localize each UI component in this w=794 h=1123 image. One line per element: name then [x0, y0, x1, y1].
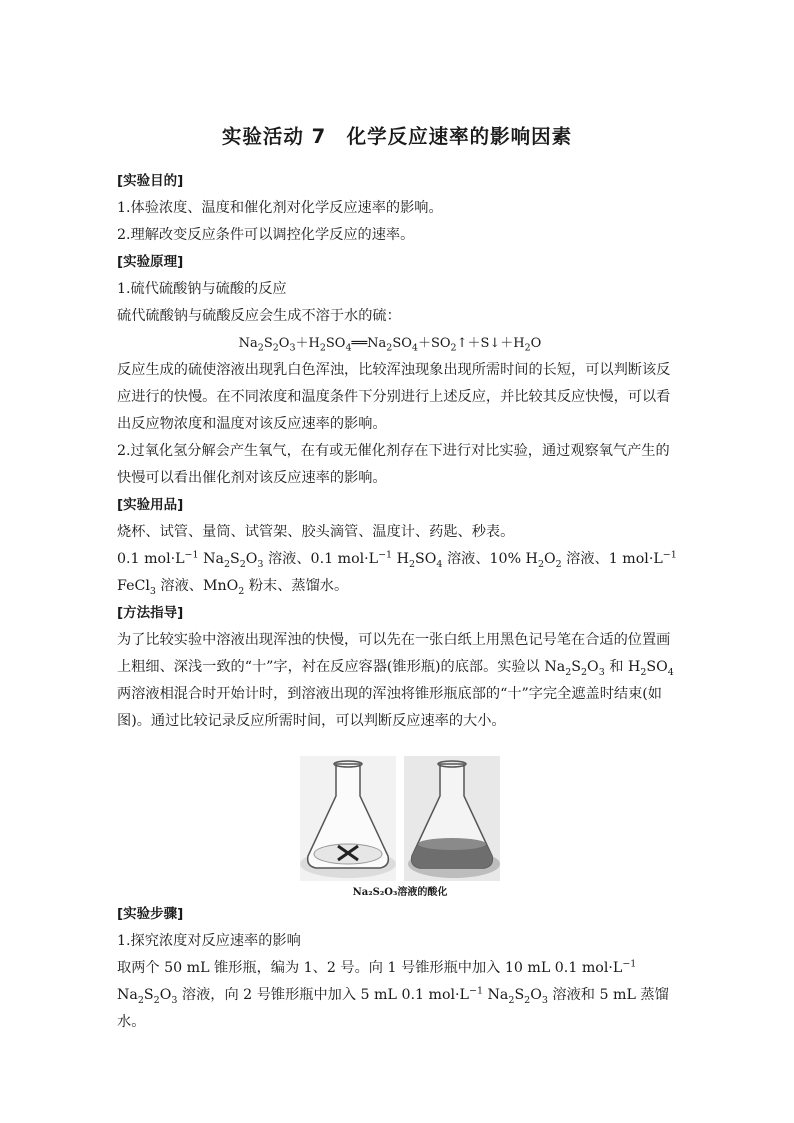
- step-1-title: 1.探究浓度对反应速率的影响: [117, 933, 301, 949]
- figure-caption: Na₂S₂O₃溶液的酸化: [352, 887, 448, 898]
- flask-turbid-image: [404, 756, 500, 881]
- section-heading-purpose: [实验目的]: [117, 173, 184, 189]
- principle-1-intro: 硫代硫酸钠与硫酸反应会生成不溶于水的硫：: [117, 308, 401, 324]
- page-title: 实验活动 7 化学反应速率的影响因素: [221, 125, 573, 148]
- principle-2-paragraph: 2.过氧化氢分解会产生氧气，在有或无催化剂存在下进行对比实验，通过观察氧气产生的快慢可以看出催化剂对该反应速率的影响。: [117, 443, 670, 486]
- supplies-equipment: 烧杯、试管、量筒、试管架、胶头滴管、温度计、药匙、秒表。: [117, 524, 515, 540]
- main-content: [117, 168, 683, 735]
- step-1-paragraph: 取两个 50 mL 锥形瓶，编为 1、2 号。向 1 号锥形瓶中加入 10 mL 0.1 $mol\cdot L^{-1}$ $Na_2S_2O_3$ 溶液，向 2 号锥形瓶中加入 5 mL 0.1 $mol\cdot L^{-1}$ $Na_2S_2O_3$ 溶液和 5 mL 蒸馏水。: [117, 958, 669, 1030]
- method-paragraph: 为了比较实验中溶液出现浑浊的快慢，可以先在一张白纸上用黑色记号笔在合适的位置画上粗细、深浅一致的“十”字，衬在反应容器(锥形瓶)的底部。实验以 $Na_2S_2O_3$ 和 $H_2SO_4$ 两溶液相混合时开始计时，到溶液出现的浑浊将锥形瓶底部的“十”字完全遮盖时结束(如图)。通过比较记录反应所需时间，可以判断反应速率的大小。: [117, 632, 674, 729]
- section-heading-principle: [实验原理]: [117, 254, 184, 270]
- purpose-item-2: 2.理解改变反应条件可以调控化学反应的速率。: [117, 227, 415, 243]
- steps-section: [117, 901, 683, 1036]
- purpose-item-1: 1.体验浓度、温度和催化剂对化学反应速率的影响。: [117, 200, 443, 216]
- section-heading-supplies: [实验用品]: [117, 497, 184, 513]
- section-heading-method: [方法指导]: [117, 605, 184, 621]
- section-heading-steps: [实验步骤]: [117, 906, 184, 922]
- supplies-reagents: 0.1 $mol\cdot L^{-1}$ $Na_2S_2O_3$ 溶液、0.1 $mol\cdot L^{-1}$ $H_2SO_4$ 溶液、10% $H_2O_2$ 溶液、1 $mol\cdot L^{-1}$ FeCl$_3$ 溶液、MnO$_2$ 粉末、蒸馏水。: [117, 549, 677, 597]
- principle-1-title: 1.硫代硫酸钠与硫酸的反应: [117, 281, 287, 297]
- reaction-equation: $Na_2S_2O_3+H_2SO_4══Na_2SO_4+SO_2↑+S↓+H_2O$: [238, 336, 542, 354]
- principle-1-paragraph: 反应生成的硫使溶液出现乳白色浑浊，比较浑浊现象出现所需时间的长短，可以判断该反应进行的快慢。在不同浓度和温度条件下分别进行上述反应，并比较其反应快慢，可以看出反应物浓度和温度对该反应速率的影响。: [117, 362, 671, 432]
- flask-clear-image: [300, 756, 396, 881]
- flask-figure: [300, 756, 500, 898]
